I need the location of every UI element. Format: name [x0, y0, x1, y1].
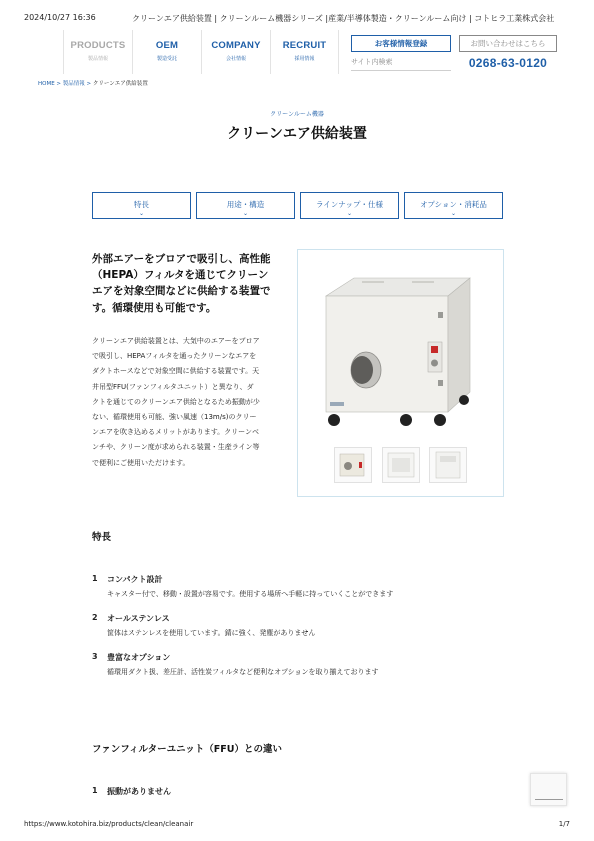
intro-body-line: ダクトホースなどで対象空間に供給する装置です。天	[92, 367, 260, 376]
intro-body	[92, 334, 292, 471]
print-page-number: 1/7	[558, 820, 570, 828]
features-heading: 特長	[92, 532, 112, 543]
nav-recruit[interactable]	[270, 30, 339, 74]
product-thumbnail-image	[430, 448, 466, 482]
product-thumbnail-image	[335, 448, 371, 482]
intro-body-line: クトを通じてのクリーンエア供給となるため振動が少	[92, 397, 260, 406]
tab-lineup-spec-label: ラインナップ・仕様	[315, 200, 384, 209]
tab-features[interactable]	[92, 192, 191, 219]
nav-company-jp: 会社情報	[225, 56, 246, 62]
contact-button[interactable]: お問い合わせはこちら	[459, 35, 557, 52]
nav-oem[interactable]	[132, 30, 201, 74]
tab-usage-structure[interactable]	[196, 192, 295, 219]
tab-options[interactable]	[404, 192, 503, 219]
breadcrumb-separator: >	[54, 81, 63, 87]
nav-recruit-en: RECRUIT	[282, 40, 327, 51]
print-url: https://www.kotohira.biz/products/clean/cleanair	[24, 820, 194, 828]
tab-options-label: オプション・消耗品	[420, 200, 487, 209]
page-title: クリーンエア供給装置	[227, 126, 367, 142]
nav-products[interactable]	[63, 30, 132, 74]
intro-body-line: で吸引し、HEPAフィルタを通ったクリーンなエアを	[92, 352, 257, 361]
intro-body-line: ンエアを吹き込めるメリットがあります。クリーンベ	[92, 428, 260, 437]
intro-lead-line: （HEPA）フィルタを通じてクリーン	[92, 269, 269, 282]
nav-oem-jp: 製造受託	[156, 56, 177, 62]
feature-title: オールステンレス	[107, 614, 170, 623]
nav-recruit-jp: 採用情報	[294, 56, 315, 62]
ffu-item-title: 振動がありません	[107, 787, 171, 796]
feature-description: 循環用ダクト扱、差圧計、活性炭フィルタなど便利なオプションを取り揃えております	[107, 668, 379, 676]
nav-oem-en: OEM	[155, 40, 179, 51]
product-thumbnail[interactable]	[429, 447, 467, 483]
intro-body-line: 井吊型FFU(ファンフィルタユニット）と異なり、ダ	[92, 382, 254, 391]
feature-number: 1	[92, 574, 98, 583]
intro-lead-line: す。循環使用も可能です。	[92, 301, 217, 314]
breadcrumb-separator: >	[84, 81, 93, 87]
nav-company[interactable]	[201, 30, 270, 74]
tab-features-label: 特長	[134, 200, 149, 209]
feature-description: キャスター付で、移動・設置が容易です。使用する場所へ手軽に持っていくことができます	[107, 590, 394, 598]
product-thumbnail[interactable]	[382, 447, 420, 483]
chevron-down-icon: ⌄	[346, 210, 353, 217]
intro-lead-line: 外部エアーをブロアで吸引し、高性能	[92, 253, 271, 265]
print-doc-title: クリーンエア供給装置 | クリーンルーム機器シリーズ |産業/半導体製造・クリーンルーム向け | コトヒラ工業株式会社	[132, 14, 555, 23]
ffu-comparison-heading: ファンフィルターユニット（FFU）との違い	[92, 744, 282, 755]
intro-lead	[92, 251, 292, 316]
product-thumbnail[interactable]	[334, 447, 372, 483]
product-thumbnail-image	[383, 448, 419, 482]
intro-lead-line: エアを対象空間などに供給する装置で	[92, 285, 271, 298]
nav-products-jp: 製品情報	[87, 56, 108, 62]
feature-title: コンパクト設計	[107, 575, 163, 584]
nav-company-en: COMPANY	[211, 40, 261, 51]
intro-body-line: ない、循環使用も可能、強い風速（13m/s)のクリー	[92, 413, 257, 422]
site-search-input[interactable]: サイト内検索	[351, 56, 451, 71]
nav-products-en: PRODUCTS	[70, 40, 126, 51]
feature-number: 3	[92, 652, 98, 661]
recaptcha-badge[interactable]	[530, 773, 567, 806]
customer-registration-button[interactable]: お客様情報登録	[351, 35, 451, 52]
feature-title: 豊富なオプション	[107, 653, 171, 662]
feature-description: 筐体はステンレスを使用しています。錆に強く、発塵がありません	[107, 629, 316, 637]
print-datetime: 2024/10/27 16:36	[24, 13, 96, 22]
recaptcha-bar	[535, 799, 563, 800]
breadcrumb-home[interactable]: HOME	[38, 81, 55, 87]
breadcrumb-current: クリーンエア供給装置	[92, 81, 148, 87]
tab-usage-structure-label: 用途・構造	[226, 200, 265, 209]
chevron-down-icon: ⌄	[450, 210, 457, 217]
category-label: クリーンルーム機器	[270, 111, 324, 118]
phone-number[interactable]: 0268-63-0120	[468, 56, 548, 70]
tab-lineup-spec[interactable]	[300, 192, 399, 219]
breadcrumb	[38, 79, 148, 87]
product-gallery	[297, 249, 504, 497]
feature-number: 2	[92, 613, 98, 622]
chevron-down-icon: ⌄	[242, 210, 249, 217]
intro-body-line: で便利にご使用いただけます。	[92, 458, 190, 467]
intro-body-line: ンチや、クリーン度が求められる装置・生産ライン等	[92, 443, 260, 452]
breadcrumb-parent[interactable]: 製品情報	[62, 81, 85, 87]
print-header	[24, 13, 570, 25]
intro-body-line: クリーンエア供給装置とは、大気中のエアーをブロア	[92, 337, 260, 345]
product-main-image[interactable]	[320, 272, 484, 434]
chevron-down-icon: ⌄	[138, 210, 145, 217]
ffu-item-number: 1	[92, 786, 98, 795]
